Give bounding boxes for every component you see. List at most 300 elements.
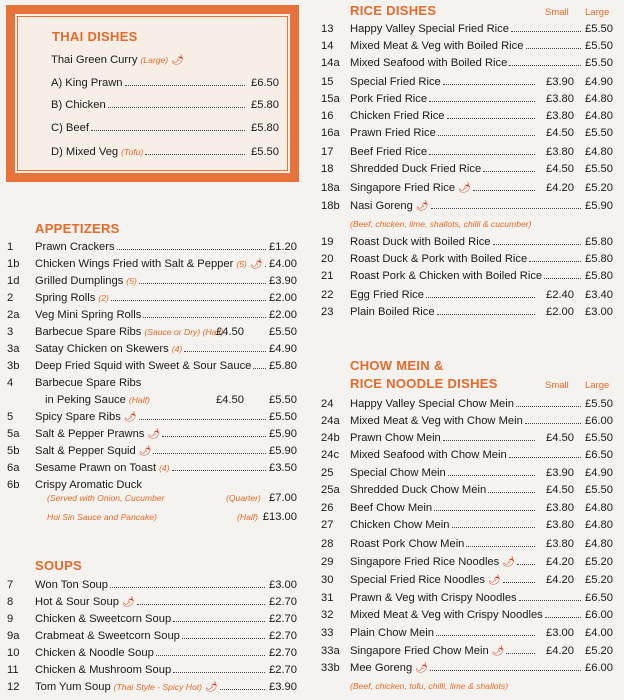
item-number: 30 <box>321 574 334 586</box>
price-large: £5.50 <box>269 326 297 338</box>
item-number: 22 <box>321 289 334 301</box>
price-small: £3.00 <box>546 627 574 639</box>
item-number: 5a <box>7 428 20 440</box>
rice-item <box>321 287 613 304</box>
item-name: C) Beef <box>51 122 89 134</box>
item-number: 2a <box>7 309 20 321</box>
item-name: Tom Yum Soup <box>35 681 111 693</box>
item-name-line <box>51 120 247 137</box>
item-name-line <box>35 256 268 273</box>
chili-icon: 🌶 <box>249 259 263 270</box>
soup-item <box>7 662 297 679</box>
item-name-line <box>35 577 267 594</box>
price-small: £4.50 <box>216 394 244 406</box>
item-name: Egg Fried Rice <box>350 289 424 301</box>
item-name-line <box>350 198 583 215</box>
dotted-leader <box>466 545 535 547</box>
item-number: 1d <box>7 275 20 287</box>
price-small: £4.50 <box>546 484 574 496</box>
chow-mein-item <box>321 643 613 660</box>
price-small: £3.90 <box>546 76 574 88</box>
item-number: 14 <box>321 40 334 52</box>
dotted-leader <box>434 509 535 511</box>
price-large: £2.70 <box>269 613 297 625</box>
price-large: £6.00 <box>585 662 613 674</box>
price-small: £4.20 <box>546 645 574 657</box>
item-name: Prawn & Veg with Crispy Noodles <box>350 592 517 604</box>
appetizer-item <box>7 392 297 409</box>
price-large: £5.80 <box>585 270 613 282</box>
item-note: (Sauce or Dry) (Half) <box>144 327 224 337</box>
appetizer-item <box>7 273 297 290</box>
chili-icon: 🌶 <box>415 201 429 212</box>
price-large: £5.50 <box>585 432 613 444</box>
item-name-line <box>350 447 583 464</box>
item-name-line <box>350 268 583 285</box>
item-name-line <box>350 536 537 553</box>
price-large: £4.80 <box>585 519 613 531</box>
dotted-leader <box>443 83 535 85</box>
item-number: 8 <box>7 596 14 608</box>
item-number: 33 <box>321 627 334 639</box>
dotted-leader <box>503 581 535 583</box>
item-name-line <box>350 234 583 251</box>
item-name-line <box>35 341 268 358</box>
item-name: Mixed Meat & Veg with Chow Mein <box>350 415 523 427</box>
item-name: Chicken & Mushroom Soup <box>35 664 172 676</box>
item-number: 10 <box>7 647 20 659</box>
price-large: £3.40 <box>585 289 613 301</box>
item-name: Special Chow Mein <box>350 467 446 479</box>
dotted-leader <box>125 84 245 86</box>
duck-price-1: £7.00 <box>269 492 297 504</box>
dotted-leader <box>156 654 265 656</box>
item-name-line <box>350 554 537 571</box>
dotted-leader <box>519 599 581 601</box>
dotted-leader <box>162 435 266 437</box>
dotted-leader <box>448 474 535 476</box>
price-large: £6.00 <box>585 609 613 621</box>
chili-icon: 🌶 <box>121 597 135 608</box>
price-small: £3.80 <box>546 146 574 158</box>
dotted-leader <box>108 106 245 108</box>
item-number: 9 <box>7 613 14 625</box>
item-name: Chicken Fried Rice <box>350 110 445 122</box>
item-name-line <box>51 75 247 92</box>
item-name-line <box>350 625 537 642</box>
item-number: 33b <box>321 662 340 674</box>
item-name: Special Fried Rice Noodles <box>350 574 485 586</box>
price-small: £3.80 <box>546 93 574 105</box>
dotted-leader <box>437 313 535 315</box>
thai-item <box>51 97 281 114</box>
item-number: 17 <box>321 146 334 158</box>
soup-item <box>7 611 297 628</box>
item-name: Crabmeat & Sweetcorn Soup <box>35 630 180 642</box>
item-name: Sesame Prawn on Toast <box>35 462 157 474</box>
price-large: £3.50 <box>269 462 297 474</box>
item-name: Chicken Wings Fried with Salt & Pepper <box>35 258 234 270</box>
rice-item <box>321 108 613 125</box>
chow-mein-item <box>321 536 613 553</box>
price-large: £5.50 <box>585 57 613 69</box>
appetizer-item <box>7 358 297 375</box>
item-name: in Peking Sauce <box>45 394 126 406</box>
dotted-leader <box>517 563 535 565</box>
price-large: £5.20 <box>585 645 613 657</box>
price-large: £5.50 <box>585 23 613 35</box>
dotted-leader <box>91 129 245 131</box>
price-large: £5.50 <box>585 398 613 410</box>
soup-item <box>7 628 297 645</box>
price-large: £5.50 <box>585 127 613 139</box>
item-name: B) Chicken <box>51 99 106 111</box>
item-number: 15a <box>321 93 340 105</box>
appetizer-item <box>7 409 297 426</box>
price-small: £3.90 <box>546 467 574 479</box>
item-name-line <box>350 251 583 268</box>
item-name: Mixed Meat & Veg with Boiled Rice <box>350 40 524 52</box>
dotted-leader <box>443 439 535 441</box>
item-name: Shredded Duck Chow Mein <box>350 484 487 496</box>
chow-mein-item <box>321 430 613 447</box>
soups-title: SOUPS <box>35 558 83 573</box>
price-small: £3.80 <box>546 538 574 550</box>
chow-mein-item <box>321 660 613 677</box>
item-number: 21 <box>321 270 334 282</box>
item-name: Singapore Fried Rice <box>350 182 456 194</box>
duck-portion-2: (Half) <box>237 512 259 522</box>
duck-note-1: (Served with Onion, Cucumber <box>47 493 165 503</box>
item-name: Spicy Spare Ribs <box>35 411 121 423</box>
item-name: Roast Pork & Chicken with Boiled Rice <box>350 270 543 282</box>
item-number: 16 <box>321 110 334 122</box>
dotted-leader <box>110 586 265 588</box>
item-name-line <box>35 375 295 392</box>
item-name-line <box>35 273 268 290</box>
item-name: Prawn Fried Rice <box>350 127 436 139</box>
item-name: Chicken Chow Mein <box>350 519 450 531</box>
item-number: 1 <box>7 241 14 253</box>
price-large: £5.20 <box>585 574 613 586</box>
price-large: £4.80 <box>585 502 613 514</box>
price-large: £5.50 <box>585 163 613 175</box>
price-large: £4.80 <box>585 146 613 158</box>
rice-item <box>321 38 613 55</box>
item-note: (2) <box>98 293 109 303</box>
item-name-line <box>350 590 583 607</box>
price-large: £4.80 <box>585 538 613 550</box>
item-number: 6a <box>7 462 20 474</box>
duck-note-2: Hoi Sin Sauce and Pancake) <box>47 512 157 522</box>
dotted-leader <box>111 299 266 301</box>
item-number: 12 <box>7 681 20 693</box>
chili-icon: 🌶 <box>138 446 152 457</box>
item-name: Special Fried Rice <box>350 76 441 88</box>
price-large: £3.90 <box>269 681 297 693</box>
item-name: D) Mixed Veg <box>51 146 119 158</box>
item-number: 11 <box>7 664 19 676</box>
item-name-line <box>350 108 537 125</box>
item-name: Crispy Aromatic Duck <box>35 479 142 491</box>
chili-icon: 🌶 <box>458 183 471 194</box>
price-small: £3.80 <box>546 110 574 122</box>
item-note: (4) <box>171 344 183 354</box>
item-number: 3b <box>7 360 20 372</box>
appetizer-item <box>7 426 297 443</box>
item-name-line <box>35 290 268 307</box>
item-number: 2 <box>7 292 14 304</box>
dotted-leader <box>436 634 535 636</box>
price-large: £5.90 <box>585 200 613 212</box>
item-name: Spring Rolls <box>35 292 96 304</box>
chow-mein-item <box>321 465 613 482</box>
price-small: £2.00 <box>546 306 574 318</box>
item-name-line <box>35 628 267 645</box>
dotted-leader <box>139 282 266 284</box>
dotted-leader <box>429 153 535 155</box>
item-note: (4) <box>159 463 170 473</box>
price-large: £4.00 <box>585 627 613 639</box>
item-name-line <box>350 125 537 142</box>
item-number: 23 <box>321 306 334 318</box>
dotted-leader <box>447 117 535 119</box>
item-name-line <box>350 287 537 304</box>
item-number: 25a <box>321 484 340 496</box>
appetizer-item <box>7 341 297 358</box>
item-number: 6b <box>7 479 20 491</box>
price-small: £4.50 <box>546 432 574 444</box>
dotted-leader <box>506 652 535 654</box>
item-name-line <box>350 500 537 517</box>
chow-mein-item <box>321 625 613 642</box>
price-large: £2.70 <box>269 647 297 659</box>
price-large: £4.80 <box>585 110 613 122</box>
price: £5.80 <box>251 99 279 111</box>
item-name-line <box>35 662 267 679</box>
item-name-line <box>35 239 268 256</box>
dotted-leader <box>493 243 581 245</box>
item-name-line <box>350 304 537 321</box>
chili-icon: 🌶 <box>502 557 515 568</box>
dotted-leader <box>426 296 535 298</box>
chili-icon: 🌶 <box>205 682 218 693</box>
price-large: £6.50 <box>585 449 613 461</box>
dotted-leader <box>452 526 536 528</box>
chow-mein-item <box>321 396 613 413</box>
item-name-line <box>35 594 267 611</box>
item-number: 18 <box>321 163 334 175</box>
chili-icon: 🌶 <box>123 412 137 423</box>
chili-icon: 🌶 <box>491 646 505 657</box>
item-name: Pork Fried Rice <box>350 93 428 105</box>
item-name-line <box>350 465 537 482</box>
item-number: 19 <box>321 236 334 248</box>
item-name-line <box>350 38 583 55</box>
item-note: (Thai Style - Spicy Hot) <box>113 682 203 692</box>
item-name-line <box>350 517 537 534</box>
item-name: Barbecue Spare Ribs <box>35 377 142 389</box>
appetizers-title: APPETIZERS <box>35 221 120 236</box>
price-large: £6.00 <box>585 415 613 427</box>
item-number: 4 <box>7 377 14 389</box>
rice-item <box>321 268 613 285</box>
dotted-leader <box>143 316 266 318</box>
item-number: 28 <box>321 538 334 550</box>
item-name-line <box>350 607 583 624</box>
item-number: 5b <box>7 445 20 457</box>
item-name-line <box>350 396 583 413</box>
price-small: £4.50 <box>216 326 244 338</box>
mee-goreng-note: (Beef, chicken, tofu, chilli, lime & shallots) <box>350 681 509 691</box>
item-name-line <box>350 21 583 38</box>
dotted-leader <box>184 350 266 352</box>
soup-item <box>7 679 297 696</box>
item-number: 3 <box>7 326 14 338</box>
item-name-line <box>350 161 537 178</box>
item-name: Roast Duck with Boiled Rice <box>350 236 491 248</box>
chow-mein-item <box>321 517 613 534</box>
item-name: Singapore Fried Rice Noodles <box>350 556 500 568</box>
dotted-leader <box>429 100 535 102</box>
item-note: (5) <box>236 259 247 269</box>
item-name: Mixed Meat & Veg with Crispy Noodles <box>350 609 543 621</box>
appetizer-item <box>7 324 297 341</box>
price-large: £5.90 <box>269 428 297 440</box>
item-number: 31 <box>321 592 334 604</box>
dotted-leader <box>473 189 535 191</box>
item-name-line <box>350 55 583 72</box>
rice-item <box>321 198 613 215</box>
item-number: 16a <box>321 127 340 139</box>
item-number: 18b <box>321 200 340 212</box>
item-name-line <box>51 144 247 161</box>
price-large: £5.20 <box>585 556 613 568</box>
dotted-leader <box>509 456 581 458</box>
item-number: 14a <box>321 57 340 69</box>
appetizer-item <box>7 443 297 460</box>
item-name: Singapore Fried Chow Mein <box>350 645 489 657</box>
item-name: Chicken & Noodle Soup <box>35 647 154 659</box>
item-name: Roast Duck & Pork with Boiled Rice <box>350 253 528 265</box>
chow-small-header: Small <box>545 380 569 391</box>
chow-mein-title-1: CHOW MEIN & <box>350 358 444 373</box>
dotted-leader <box>509 64 581 66</box>
price-large: £1.20 <box>269 241 297 253</box>
soup-item <box>7 645 297 662</box>
price-small: £4.20 <box>546 182 574 194</box>
dotted-leader <box>172 469 266 471</box>
item-name-line <box>35 460 268 477</box>
price-large: £2.00 <box>269 309 297 321</box>
price-large: £4.80 <box>585 93 613 105</box>
item-name: Satay Chicken on Skewers <box>35 343 169 355</box>
price-large: £5.20 <box>585 182 613 194</box>
item-number: 25 <box>321 467 334 479</box>
item-name: Barbecue Spare Ribs <box>35 326 142 338</box>
item-name: Mixed Seafood with Chow Mein <box>350 449 507 461</box>
item-name-line <box>35 679 267 696</box>
rice-item <box>321 55 613 72</box>
rice-small-header: Small <box>545 7 569 18</box>
dotted-leader <box>182 637 265 639</box>
dotted-leader <box>516 405 581 407</box>
item-name-line <box>51 97 247 114</box>
dotted-leader <box>117 248 266 250</box>
chow-mein-item <box>321 607 613 624</box>
price-large: £5.80 <box>585 253 613 265</box>
item-name-line <box>35 443 268 460</box>
soup-item <box>7 594 297 611</box>
item-number: 18a <box>321 182 340 194</box>
item-name-line <box>350 572 537 589</box>
price-large: £4.90 <box>269 343 297 355</box>
item-name-line <box>350 91 537 108</box>
rice-item <box>321 21 613 38</box>
item-name: Beef Chow Mein <box>350 502 433 514</box>
price-large: £5.50 <box>585 40 613 52</box>
price-small: £4.50 <box>546 163 574 175</box>
price-small: £4.20 <box>546 574 574 586</box>
item-name-line <box>35 307 268 324</box>
chow-mein-item <box>321 590 613 607</box>
chili-icon: 🌶 <box>171 55 184 66</box>
item-number: 7 <box>7 579 14 591</box>
duck-price-2: £13.00 <box>262 511 297 523</box>
item-name-line <box>350 660 583 677</box>
item-name: Happy Valley Special Fried Rice <box>350 23 509 35</box>
item-name: Chicken & Sweetcorn Soup <box>35 613 172 625</box>
rice-item <box>321 304 613 321</box>
item-name: Won Ton Soup <box>35 579 108 591</box>
price-large: £5.50 <box>269 411 297 423</box>
rice-item <box>321 251 613 268</box>
thai-curry-label: Thai Green Curry <box>51 54 138 66</box>
chow-mein-item <box>321 413 613 430</box>
item-number: 24c <box>321 449 340 461</box>
item-name-line <box>350 643 537 660</box>
item-number: 24a <box>321 415 340 427</box>
item-name: A) King Prawn <box>51 77 123 89</box>
item-name-line <box>350 482 537 499</box>
rice-item <box>321 74 613 91</box>
item-name-line <box>35 409 268 426</box>
dotted-leader <box>430 669 581 671</box>
item-name: Happy Valley Special Chow Mein <box>350 398 514 410</box>
item-number: 20 <box>321 253 334 265</box>
price-large: £2.00 <box>269 292 297 304</box>
item-name: Plain Chow Mein <box>350 627 434 639</box>
dotted-leader <box>488 491 535 493</box>
item-number: 32 <box>321 609 334 621</box>
item-note: (Tofu) <box>121 147 144 157</box>
dotted-leader <box>173 671 265 673</box>
rice-item <box>321 144 613 161</box>
price-large: £5.80 <box>269 360 297 372</box>
price-large: £5.50 <box>269 394 297 406</box>
price-large: £2.70 <box>269 596 297 608</box>
item-name-line <box>35 645 267 662</box>
dotted-leader <box>139 418 266 420</box>
dotted-leader <box>173 620 265 622</box>
rice-dishes-title: RICE DISHES <box>350 3 437 18</box>
appetizer-item <box>7 256 297 273</box>
chow-mein-item <box>321 500 613 517</box>
chow-large-header: Large <box>585 380 610 391</box>
item-name: Salt & Pepper Squid <box>35 445 136 457</box>
item-number: 13 <box>321 23 334 35</box>
thai-dishes-title: THAI DISHES <box>52 29 138 44</box>
